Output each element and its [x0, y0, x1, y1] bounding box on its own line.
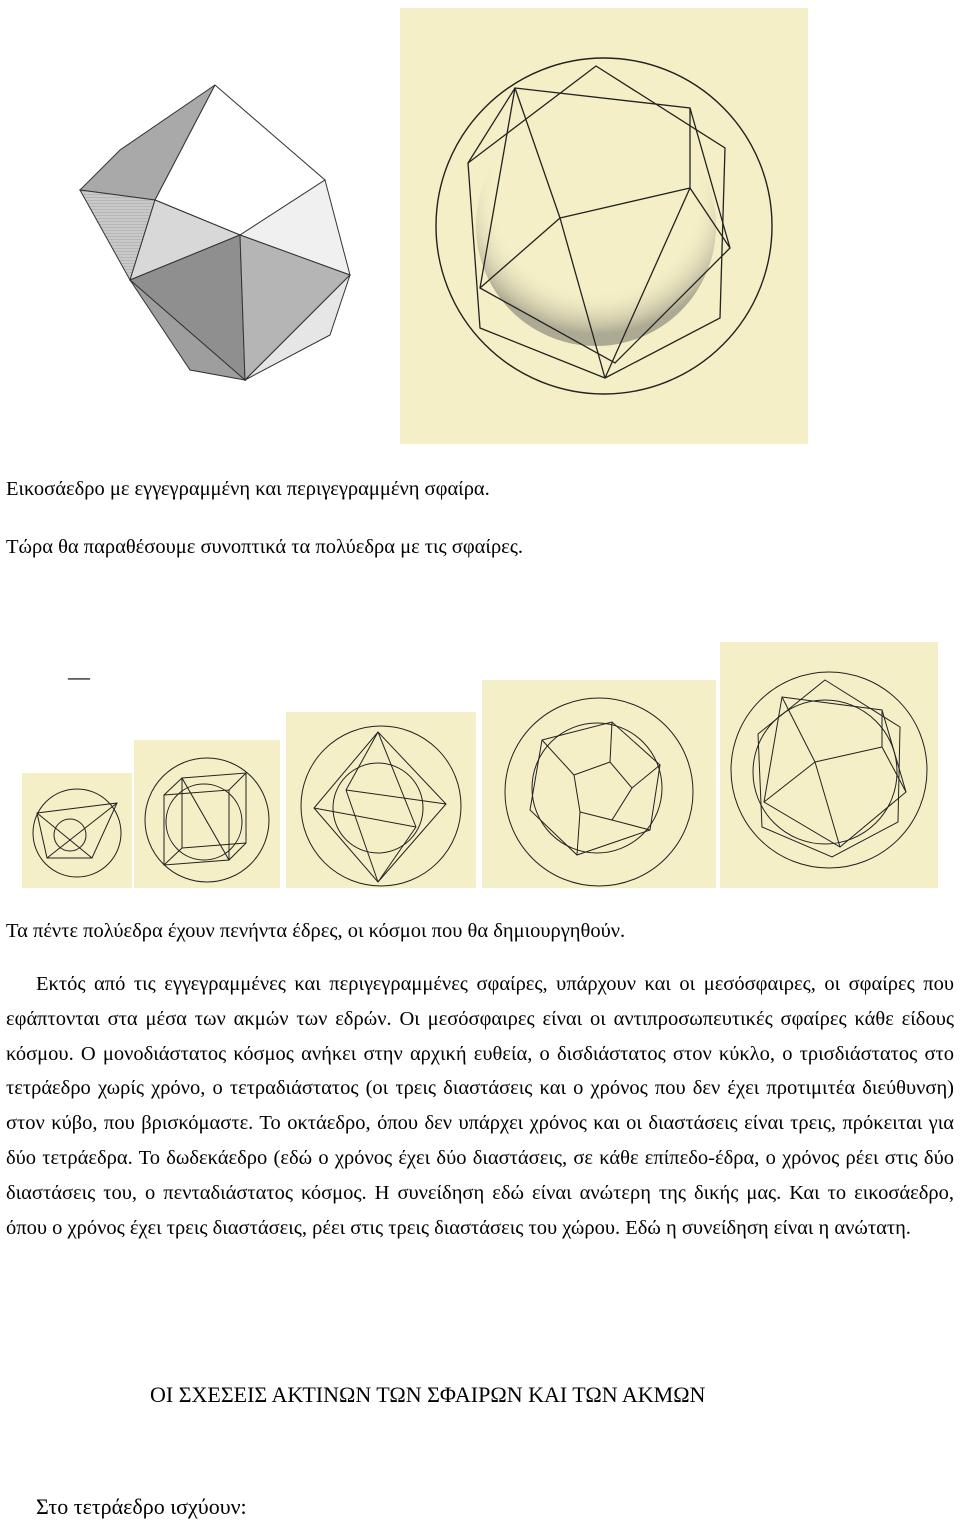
tetrahedron-figure — [22, 773, 132, 888]
octahedron-figure — [286, 712, 476, 888]
cube-figure — [134, 740, 280, 888]
body-paragraph: Εκτός από τις εγγεγραμμένες και περιγεγραμμένες σφαίρες, υπάρχουν και οι μεσόσφαιρες, οι σφαίρες που εφάπτονται στα μέσα των ακμών των εδρών. Οι μεσόσφαιρες είναι οι αντιπροσωπευτικές σφαίρες κάθε είδους κόσμου. Ο μονοδιάστατος κόσμος ανήκει στην αρχική ευθεία, ο δισδιάστατος στον κύκλο, ο τρισδιάστατος στο τετράεδρο χωρίς χρόνο, ο τετραδιάστατος (οι τρεις διαστάσεις και ο χρόνος που δεν έχει προτιμιτέα διεύθυνση) στον κύβο, που βρισκόμαστε. Το οκτάεδρο, όπου δεν υπάρχει χρόνος και οι διαστάσεις είναι τρεις, πρόκειται για δύο τετράεδρα. Το δωδεκάεδρο (εδώ ο χρόνος έχει δύο διαστάσεις, σε κάθε επίπεδο-έδρα, ο χρόνος ρέει στις δύο διαστάσεις του, ο πενταδιάστατος κόσμος. Η συνείδηση εδώ είναι ανώτερη της δικής μας. Και το εικοσάεδρο, όπου ο χρόνος έχει τρεις διαστάσεις, ρέει στις τρεις διαστάσεις του χώρου. Εδώ η συνείδηση είναι η ανώτατη. — [6, 973, 954, 1239]
dodecahedron-figure — [482, 680, 716, 888]
section-heading: ΟΙ ΣΧΕΣΕΙΣ ΑΚΤΙΝΩΝ ΤΩΝ ΣΦΑΙΡΩΝ ΚΑΙ ΤΩΝ ΑΚΜΩΝ — [150, 1382, 706, 1407]
summary-caption: Τώρα θα παραθέσουμε συνοπτικά τα πολύεδρα με τις σφαίρες. — [6, 536, 524, 558]
five-solids-sentence: Τα πέντε πολύεδρα έχουν πενήντα έδρες, οι κόσμοι που θα δημιουργηθούν. — [6, 920, 626, 942]
tetrahedron-intro: Στο τετράεδρο ισχύουν: — [36, 1494, 247, 1519]
shaded-icosahedron-figure — [60, 80, 390, 410]
icosahedron-small-figure — [720, 642, 938, 888]
dash-mark: — — [68, 664, 90, 689]
icosahedron-spheres-figure — [400, 8, 808, 444]
icosahedron-caption: Εικοσάεδρο με εγγεγραμμένη και περιγεγραμμένη σφαίρα. — [6, 478, 490, 500]
